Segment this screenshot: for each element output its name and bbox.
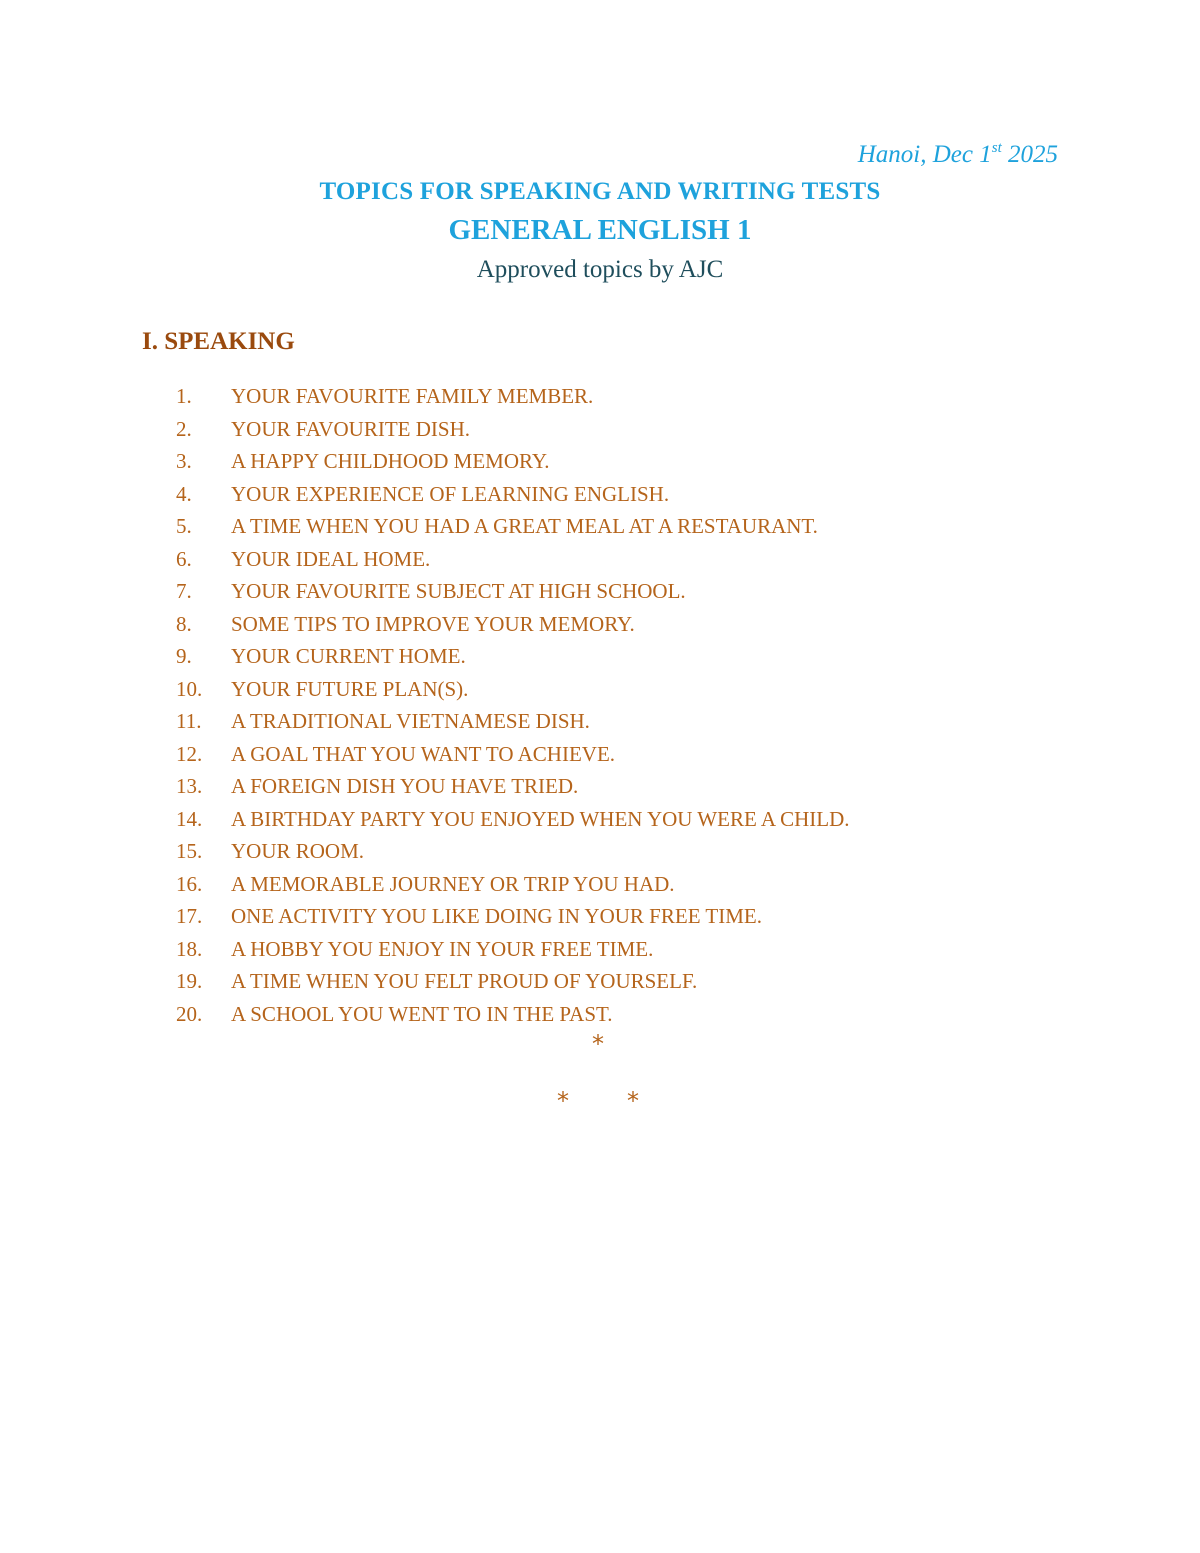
topic-item (0, 478, 1200, 511)
topic-item (0, 835, 1200, 868)
topic-text: YOUR FUTURE PLAN(S). (231, 676, 469, 701)
topic-text: YOUR CURRENT HOME. (231, 644, 466, 668)
topic-number: 18. (176, 936, 203, 961)
topic-text: A GOAL THAT YOU WANT TO ACHIEVE. (231, 741, 616, 766)
date-line (858, 140, 1058, 169)
topic-number: 15. (176, 839, 203, 863)
topic-item (0, 770, 1200, 803)
topic-item (0, 900, 1200, 933)
topic-text: YOUR FAVOURITE SUBJECT AT HIGH SCHOOL. (231, 579, 686, 603)
topic-number: 4. (176, 481, 192, 506)
topic-text: YOUR ROOM. (231, 839, 365, 863)
topic-number: 2. (176, 416, 192, 441)
topic-text: YOUR FAVOURITE DISH. (231, 416, 470, 441)
topic-list (0, 380, 1200, 1030)
document-subtitle: GENERAL ENGLISH 1 (448, 214, 752, 246)
topic-number: 19. (176, 969, 203, 993)
topic-item (0, 575, 1200, 608)
topic-item (0, 413, 1200, 446)
topic-text: A TIME WHEN YOU FELT PROUD OF YOURSELF. (231, 969, 698, 993)
topic-number: 8. (176, 611, 192, 636)
topic-text: A MEMORABLE JOURNEY OR TRIP YOU HAD. (231, 871, 675, 896)
topic-item (0, 803, 1200, 836)
topic-text: SOME TIPS TO IMPROVE YOUR MEMORY. (231, 611, 635, 636)
topic-item (0, 673, 1200, 706)
document-title: TOPICS FOR SPEAKING AND WRITING TESTS (319, 178, 881, 205)
date-prefix: Hanoi, Dec 1 (857, 141, 992, 168)
topic-number: 13. (176, 774, 203, 798)
topic-text: ONE ACTIVITY YOU LIKE DOING IN YOUR FREE TIME. (231, 904, 762, 928)
topic-text: A SCHOOL YOU WENT TO IN THE PAST. (231, 1001, 613, 1026)
topic-number: 5. (176, 514, 192, 538)
topic-item (0, 738, 1200, 771)
ornament-star-right: * (627, 1087, 639, 1115)
topic-number: 11. (176, 709, 202, 733)
topic-number: 10. (176, 676, 203, 701)
topic-number: 7. (176, 579, 192, 603)
topic-number: 16. (176, 871, 203, 896)
topic-number: 17. (176, 904, 203, 928)
topic-item (0, 608, 1200, 641)
ornament-star-left: * (557, 1087, 569, 1115)
ornament-star-top: * (592, 1030, 604, 1058)
topic-text: A TIME WHEN YOU HAD A GREAT MEAL AT A RESTAURANT. (231, 514, 818, 538)
topic-number: 20. (176, 1001, 203, 1026)
topic-text: YOUR IDEAL HOME. (231, 546, 431, 571)
topic-item (0, 868, 1200, 901)
approved-line: Approved topics by AJC (476, 256, 724, 283)
topic-item (0, 998, 1200, 1031)
topic-text: A TRADITIONAL VIETNAMESE DISH. (231, 709, 590, 733)
topic-number: 1. (176, 384, 192, 408)
topic-number: 6. (176, 546, 192, 571)
topic-item (0, 705, 1200, 738)
date-ordinal-suffix: st (991, 140, 1002, 156)
topic-number: 12. (176, 741, 203, 766)
topic-text: YOUR EXPERIENCE OF LEARNING ENGLISH. (231, 481, 670, 506)
topic-item (0, 445, 1200, 478)
topic-item (0, 640, 1200, 673)
topic-number: 3. (176, 449, 192, 473)
topic-item (0, 933, 1200, 966)
topic-text: A HOBBY YOU ENJOY IN YOUR FREE TIME. (231, 936, 654, 961)
topic-number: 14. (176, 806, 203, 831)
topic-item (0, 380, 1200, 413)
section-heading-speaking: I. SPEAKING (142, 328, 295, 355)
topic-text: A HAPPY CHILDHOOD MEMORY. (231, 449, 550, 473)
topic-text: YOUR FAVOURITE FAMILY MEMBER. (231, 384, 594, 408)
date-year: 2025 (1001, 141, 1058, 168)
topic-text: A BIRTHDAY PARTY YOU ENJOYED WHEN YOU WERE A CHILD. (231, 806, 850, 831)
topic-text: A FOREIGN DISH YOU HAVE TRIED. (231, 774, 579, 798)
topic-item (0, 965, 1200, 998)
topic-item (0, 543, 1200, 576)
topic-number: 9. (176, 644, 192, 668)
topic-item (0, 510, 1200, 543)
